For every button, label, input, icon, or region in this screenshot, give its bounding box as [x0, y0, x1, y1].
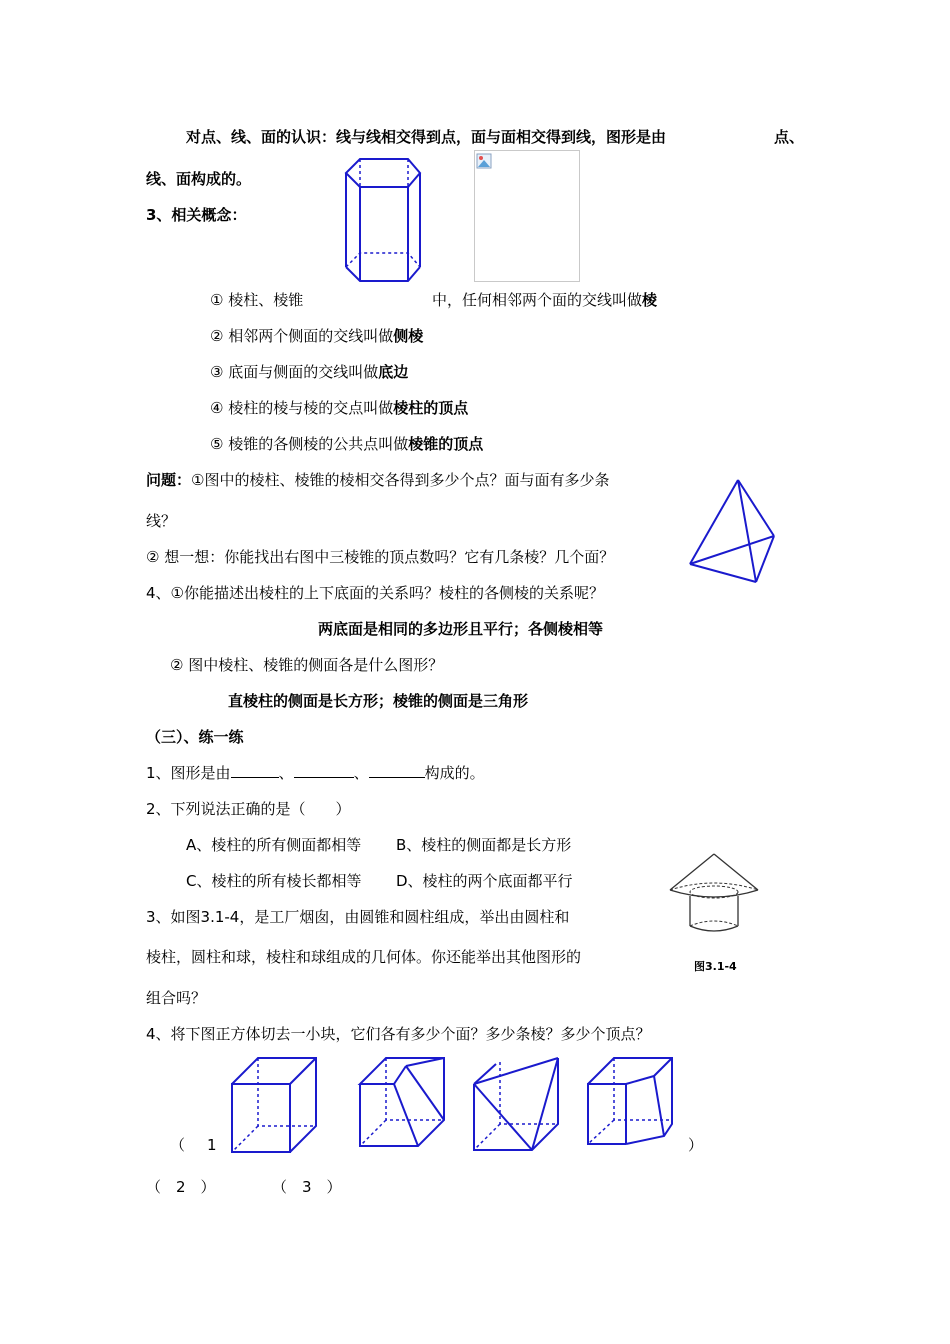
figure-caption: 图3.1-4	[694, 960, 737, 973]
concept-2-num: ②	[210, 327, 224, 345]
concept-1-term: 棱	[642, 291, 658, 309]
concept-1-cont	[432, 290, 657, 310]
section-4-q1: 4、①你能描述出棱柱的上下底面的关系吗？棱柱的各侧棱的关系呢？	[146, 584, 604, 602]
practice-2: 2、下列说法正确的是（ ）	[146, 800, 351, 818]
concept-1-num: ①	[210, 291, 224, 309]
intro-line-1: 对点、线、面的认识：线与线相交得到点，面与面相交得到线，图形是由	[186, 128, 667, 146]
question-label: 问题：	[146, 471, 192, 489]
concept-3	[210, 362, 408, 382]
practice-1-sep-1: 、	[278, 764, 294, 782]
option-c: C、棱柱的所有棱长都相等	[186, 872, 362, 890]
label-3: （ 3 ）	[272, 1178, 342, 1196]
concept-1-mid: 中，任何相邻两个面的交线叫做	[432, 291, 643, 309]
triangular-pyramid-figure	[686, 476, 778, 586]
practice-1	[146, 763, 485, 783]
concept-5-num: ⑤	[210, 435, 224, 453]
question-1-cont: 线？	[146, 512, 177, 530]
hexagonal-prism-figure	[340, 155, 430, 285]
fill-blank-2[interactable]	[294, 763, 354, 778]
section-4-q2: ② 图中棱柱、棱锥的侧面各是什么图形？	[170, 656, 444, 674]
practice-1-sep-2: 、	[353, 764, 369, 782]
concept-3-num: ③	[210, 363, 224, 381]
chimney-figure	[668, 852, 760, 934]
intro-line-1-tail: 点、	[774, 128, 805, 146]
label-num-1: 1	[207, 1136, 217, 1154]
intro-line-2: 线、面构成的。	[146, 170, 252, 188]
cube-figure-3	[470, 1056, 562, 1156]
practice-title: （三）、练一练	[146, 728, 244, 746]
section-4-answer-1: 两底面是相同的多边形且平行；各侧棱相等	[318, 620, 604, 638]
section-4-answer-2: 直棱柱的侧面是长方形；棱锥的侧面是三角形	[228, 692, 529, 710]
question-1-text: ①图中的棱柱、棱锥的棱相交各得到多少个点？面与面有多少条	[191, 471, 610, 489]
concept-4-text: 棱柱的棱与棱的交点叫做	[223, 399, 394, 417]
concept-3-text: 底面与侧面的交线叫做	[223, 363, 379, 381]
practice-1-pre: 1、图形是由	[146, 764, 231, 782]
practice-4: 4、将下图正方体切去一小块，它们各有多少个面？多少条棱？多少个顶点？	[146, 1025, 651, 1043]
concept-2	[210, 326, 423, 346]
option-a: A、棱柱的所有侧面都相等	[186, 836, 362, 854]
practice-1-post: 构成的。	[424, 764, 485, 782]
label-2: （ 2 ）	[146, 1178, 216, 1196]
cube-figure-1	[228, 1056, 318, 1156]
concept-1-text: 棱柱、棱锥	[223, 291, 304, 309]
concept-5	[210, 434, 483, 454]
concept-4	[210, 398, 468, 418]
concept-5-term: 棱锥的顶点	[408, 435, 484, 453]
concept-2-term: 侧棱	[393, 327, 424, 345]
broken-image-icon	[476, 153, 492, 169]
concept-1	[210, 290, 303, 310]
concept-2-text: 相邻两个侧面的交线叫做	[223, 327, 394, 345]
concept-4-term: 棱柱的顶点	[393, 399, 469, 417]
concept-4-num: ④	[210, 399, 224, 417]
fill-blank-1[interactable]	[231, 763, 279, 778]
image-placeholder	[474, 150, 580, 282]
cube-figure-4	[584, 1056, 676, 1156]
fill-blank-3[interactable]	[369, 763, 425, 778]
practice-3-line-2: 棱柱，圆柱和球，棱柱和球组成的几何体。你还能举出其他图形的	[146, 948, 582, 966]
practice-3-line-3: 组合吗？	[146, 989, 207, 1007]
label-close-paren: ）	[688, 1136, 704, 1154]
practice-3-line-1: 3、如图3.1-4，是工厂烟囱，由圆锥和圆柱组成，举出由圆柱和	[146, 908, 570, 926]
question-2: ② 想一想：你能找出右图中三棱锥的顶点数吗？它有几条棱？几个面？	[146, 548, 615, 566]
section-3-title: 3、相关概念：	[146, 206, 247, 224]
question-1	[146, 470, 609, 490]
option-b: B、棱柱的侧面都是长方形	[396, 836, 572, 854]
concept-5-text: 棱锥的各侧棱的公共点叫做	[223, 435, 409, 453]
concept-3-term: 底边	[378, 363, 409, 381]
cube-figure-2	[356, 1056, 448, 1156]
option-d: D、棱柱的两个底面都平行	[396, 872, 573, 890]
label-open-paren-1: （	[170, 1136, 186, 1154]
